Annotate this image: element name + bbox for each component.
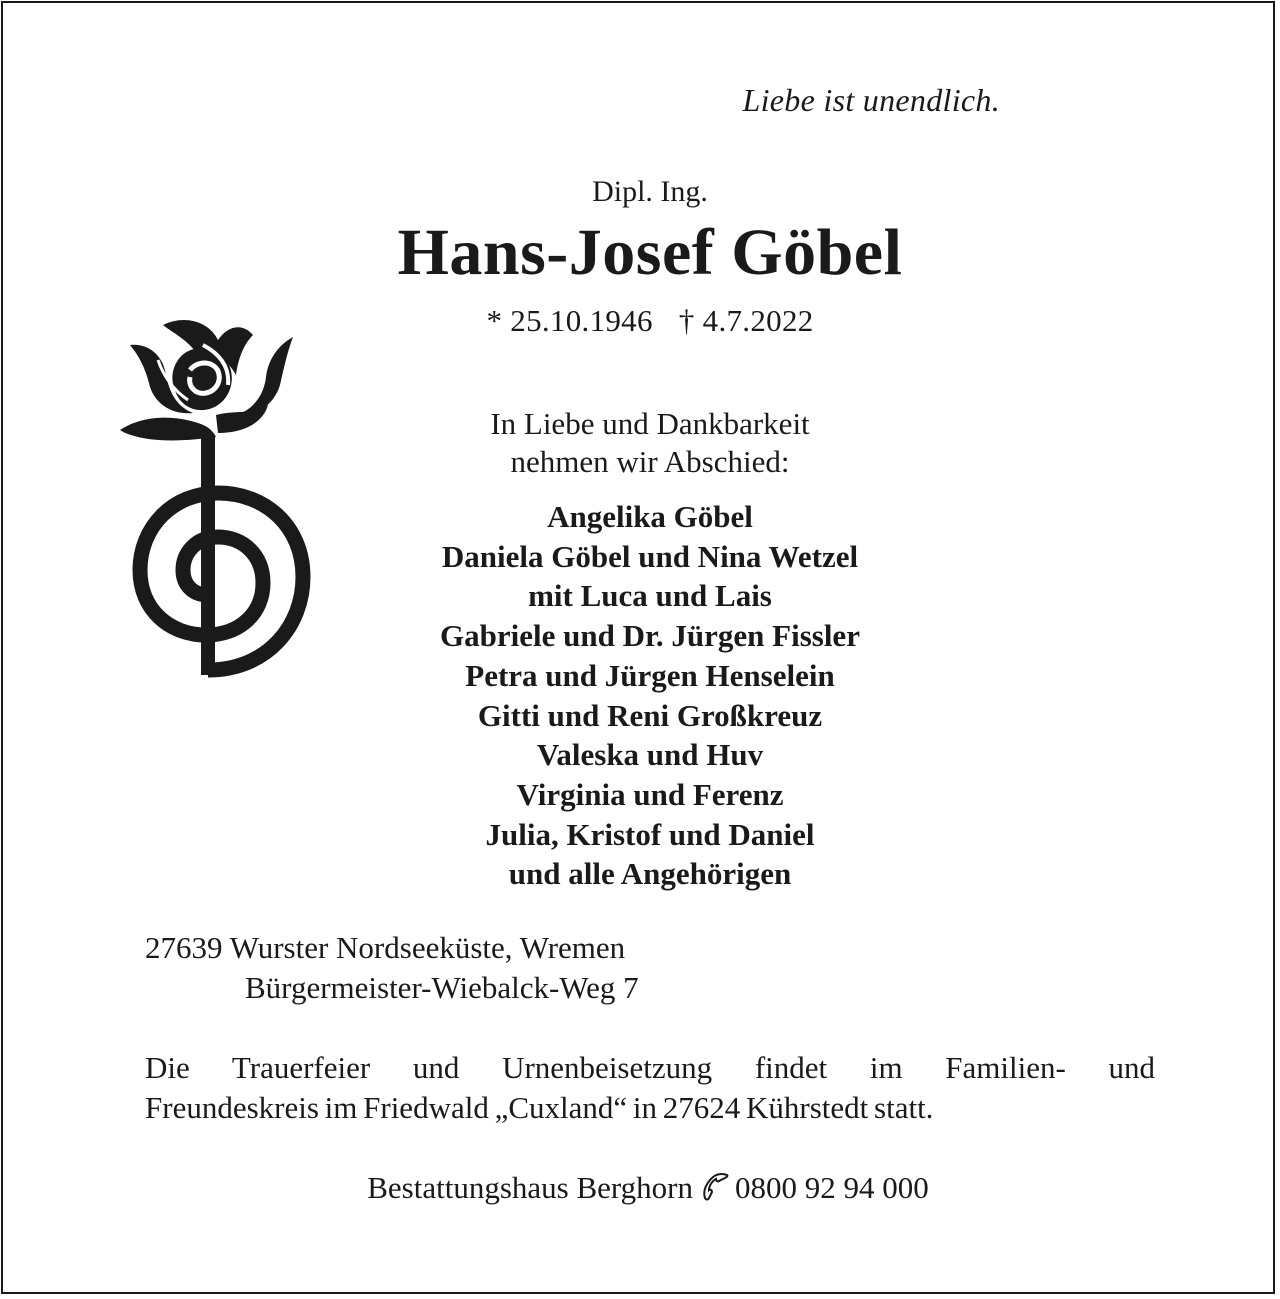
phone-icon <box>701 1172 731 1202</box>
mourner-entry: Petra und Jürgen Henselein <box>465 657 835 693</box>
intro-line: In Liebe und Dankbarkeit <box>490 406 810 441</box>
notice-line: Freundeskreis im Friedwald „Cuxland“ in 27624 Kührstedt statt. <box>145 1090 934 1125</box>
address-street: Bürgermeister-Wiebalck-Weg 7 <box>245 970 639 1005</box>
death-date: † 4.7.2022 <box>678 303 814 338</box>
birth-date: * 25.10.1946 <box>486 303 653 338</box>
academic-title: Dipl. Ing. <box>592 175 708 208</box>
undertaker-phone: 0800 92 94 000 <box>735 1170 929 1205</box>
mourner-entry: Valeska und Huv <box>536 737 764 773</box>
mourner-entry: Gabriele und Dr. Jürgen Fissler <box>440 618 860 654</box>
mourner-entry: Virginia und Ferenz <box>516 776 784 812</box>
mourner-entry: Gitti und Reni Großkreuz <box>477 697 823 733</box>
mourner-entry: und alle Angehörigen <box>508 856 792 892</box>
undertaker-line <box>0 1170 1280 1206</box>
mourner-entry: Angelika Göbel <box>547 499 753 534</box>
mourner-entry: Julia, Kristof und Daniel <box>485 816 815 852</box>
family-address <box>145 928 639 1008</box>
deceased-name: Hans-Josef Göbel <box>397 216 903 289</box>
address-city: 27639 Wurster Nordseeküste, Wremen <box>145 930 626 965</box>
mourners-list <box>300 497 1000 894</box>
rose-spiral-icon <box>118 315 318 685</box>
funeral-notice <box>145 1048 1155 1128</box>
notice-line: Die Trauerfeier und Urnenbeisetzung findet im Familien- und <box>145 1050 1155 1085</box>
undertaker-name: Bestattungshaus Berghorn <box>367 1170 693 1205</box>
mourner-entry: mit Luca und Lais <box>528 578 772 614</box>
mourner-entry: Daniela Göbel und Nina Wetzel <box>441 538 859 574</box>
motto: Liebe ist unendlich. <box>742 82 1000 118</box>
intro-line: nehmen wir Abschied: <box>510 444 790 479</box>
farewell-intro <box>300 405 1000 481</box>
life-dates <box>300 303 1000 339</box>
